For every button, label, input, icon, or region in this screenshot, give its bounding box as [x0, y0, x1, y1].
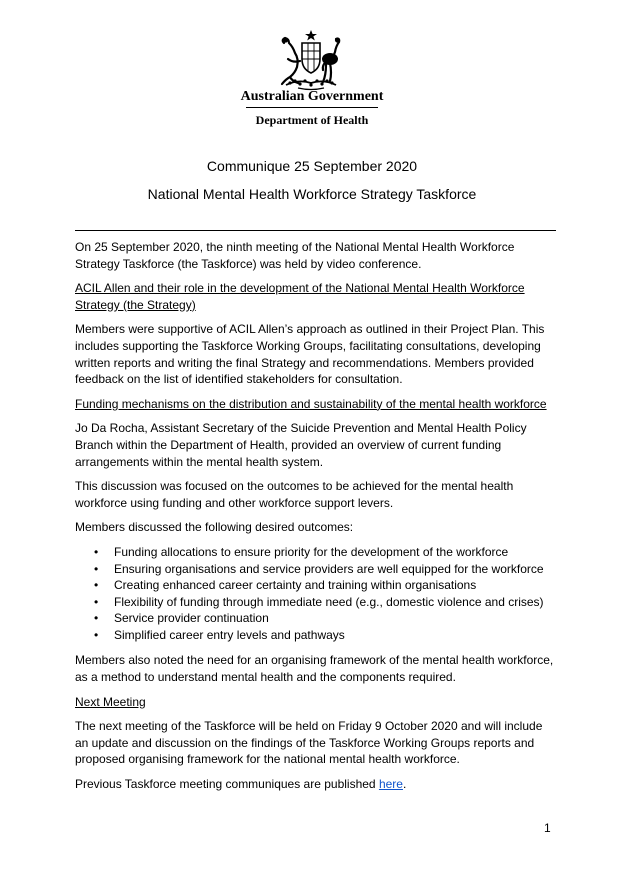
list-item: • Creating enhanced career certainty and training within organisations: [94, 578, 477, 593]
funding-paragraph-4: Members also noted the need for an organising framework of the mental health workforce, as a method to understand mental health and the components required.: [75, 653, 554, 685]
taskforce-title: National Mental Health Workforce Strategy Taskforce: [147, 186, 477, 202]
commonwealth-coat-of-arms-icon: [276, 29, 346, 91]
bullet-icon: •: [94, 594, 99, 609]
here-link[interactable]: here: [378, 777, 403, 792]
page-number: 1: [544, 821, 551, 835]
department-name: Department of Health: [255, 113, 369, 127]
funding-paragraph-3: Members discussed the following desired outcomes:: [75, 520, 354, 535]
list-item: • Simplified career entry levels and pathways: [94, 627, 345, 642]
title-divider: [75, 230, 556, 231]
list-item: • Ensuring organisations and service providers are well equipped for the workforce: [94, 561, 544, 576]
bullet-icon: •: [94, 561, 99, 576]
bullet-icon: •: [94, 611, 99, 626]
acil-allen-paragraph: Members were supportive of ACIL Allen’s approach as outlined in their Project Plan. This includes supporting the Taskforce Working Groups, facilitating consultations, developing written reports and writing the final Strategy and recommendations. Members provided feedback on the list of identified stakeholders for consultation.: [75, 322, 545, 387]
funding-paragraph-2: This discussion was focused on the outcomes to be achieved for the mental health workforce using funding and other workforce support levers.: [75, 479, 514, 510]
bullet-icon: •: [94, 578, 99, 593]
government-name: Australian Government: [240, 89, 384, 104]
communique-date-heading: Communique 25 September 2020: [206, 158, 418, 174]
bullet-icon: •: [94, 627, 99, 642]
list-item: • Service provider continuation: [94, 611, 269, 626]
next-meeting-paragraph: The next meeting of the Taskforce will be held on Friday 9 October 2020 and will include an update and discussion on the findings of the Taskforce Working Groups reports and proposed organising framework for the national mental health workforce.: [75, 719, 543, 767]
intro-paragraph: On 25 September 2020, the ninth meeting of the National Mental Health Workforce Strategy Taskforce (the Taskforce) was held by video conference.: [75, 240, 515, 271]
funding-paragraph-1: Jo Da Rocha, Assistant Secretary of the Suicide Prevention and Mental Health Policy Branch within the Department of Health, provided an overview of current funding arrangements within the mental health system.: [75, 421, 527, 469]
section-heading-acil-allen: ACIL Allen and their role in the development of the National Mental Health Workforce Strategy (the Strategy): [75, 281, 525, 312]
communique-body: [75, 239, 559, 801]
header-divider: [246, 107, 378, 108]
previous-communiques-paragraph: Previous Taskforce meeting communiques are published here.: [75, 777, 407, 792]
list-item: • Funding allocations to ensure priority for the development of the workforce: [94, 544, 509, 559]
desired-outcomes-list: [75, 544, 559, 644]
bullet-icon: •: [94, 544, 99, 559]
section-heading-funding-mechanisms: Funding mechanisms on the distribution and sustainability of the mental health workforce: [75, 396, 547, 411]
section-heading-next-meeting: Next Meeting: [75, 694, 146, 709]
list-item: • Flexibility of funding through immediate need (e.g., domestic violence and crises): [94, 594, 544, 609]
